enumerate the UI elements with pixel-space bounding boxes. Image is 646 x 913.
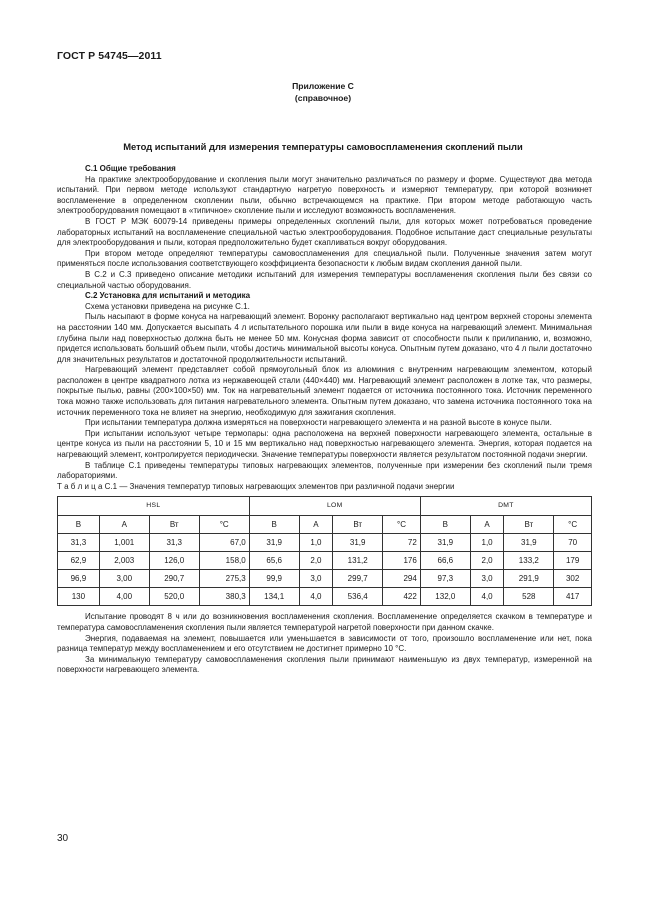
table-cell: 536,4	[333, 588, 383, 606]
table-cell: 66,6	[420, 552, 470, 570]
table-cell: 422	[383, 588, 421, 606]
column-header: А	[99, 516, 149, 534]
table-cell: 130	[58, 588, 100, 606]
table-cell: 126,0	[149, 552, 199, 570]
table-cell: 3,0	[299, 570, 333, 588]
column-header: В	[58, 516, 100, 534]
column-header: Вт	[149, 516, 199, 534]
section-heading: С.2 Установка для испытаний и методика	[85, 291, 251, 301]
paragraph: При испытании используют четыре термопары: одна расположена на верхней поверхности нагревающего элемента, остальные в центре конуса из пыли на расстоянии 5, 10 и 15 мм вертикально над поверхностью нагревающего элемента. Энергия, которая подается на нагревающий элемент, контролируется периодически. Значение температуры поверхности является результатом постоянной подачи энергии.	[57, 428, 592, 460]
table-cell: 96,9	[58, 570, 100, 588]
paragraph: Испытание проводят 8 ч или до возникновения воспламенения скопления. Воспламенение определяется скачком в температуре и температура самовоспламенения скопления пыли является температурой нагретой поверхности при данном скачке.	[57, 612, 592, 632]
table-cell: 1,0	[299, 534, 333, 552]
paragraph: Схема установки приведена на рисунке С.1.	[85, 301, 250, 311]
table-cell: 31,9	[249, 534, 299, 552]
group-header: HSL	[58, 497, 250, 516]
column-header: В	[420, 516, 470, 534]
table-cell: 31,9	[504, 534, 554, 552]
paragraph: В С.2 и С.3 приведено описание методики испытаний для измерения температуры воспламенения скопления пыли без связи со специальной частью оборудования.	[57, 269, 592, 290]
table-row	[58, 570, 592, 588]
table-cell: 65,6	[249, 552, 299, 570]
table-header-row	[58, 516, 592, 534]
annex-heading	[0, 80, 646, 104]
table-cell: 4,0	[470, 588, 504, 606]
table-cell: 290,7	[149, 570, 199, 588]
table-cell: 520,0	[149, 588, 199, 606]
paragraph: Пыль насыпают в форме конуса на нагревающий элемент. Воронку располагают вертикально над центром верхней стороны элемента на расстоянии 140 мм. Допускается высыпать 4 л испытательного порошка или пыли в виде конуса на нагревающий элемент. Минимальная глубина пыли над поверхностью должна быть не менее 50 мм. Конусная форма зависит от способности пыли к прилипанию, и, возможно, придется использовать больший объем пыли, чтобы достичь минимальной высоты конуса. Опытным путем доказано, что 4 л пыли достаточно для значительных результатов и достаточной продолжительности испытаний.	[57, 312, 592, 364]
paragraph: За минимальную температуру самовоспламенения скопления пыли принимают наименьшую из двух температур, измеренной на поверхности нагревающего элемента.	[57, 654, 592, 675]
paragraph: При втором методе определяют температуры самовоспламенения для специальной пыли. Полученные значения затем могут применяться после использования соответствующего коэффициента безопасности к любым видам скопления данной пыли.	[57, 248, 592, 269]
table-cell: 62,9	[58, 552, 100, 570]
paragraph: В таблице С.1 приведены температуры типовых нагревающих элементов, полученные при измерении без скоплений пыли тремя лабораториями.	[57, 460, 592, 481]
table-row	[58, 588, 592, 606]
group-header: DMT	[420, 497, 591, 516]
column-header: °С	[199, 516, 249, 534]
annex-title: Приложение С	[292, 81, 354, 91]
table-cell: 3,00	[99, 570, 149, 588]
paragraph: В ГОСТ Р МЭК 60079-14 приведены примеры определенных скоплений пыли, для которых может потребоваться проведение лабораторных испытаний на воспламенение специальной частью электрооборудования. Подобное испытание даст специальные результаты для электрооборудования и пыли, которая предположительно будет скапливаться вокруг оборудования.	[57, 216, 592, 248]
document-header: ГОСТ Р 54745—2011	[57, 50, 162, 62]
table-cell: 4,0	[299, 588, 333, 606]
table-cell: 67,0	[199, 534, 249, 552]
table-cell: 31,9	[420, 534, 470, 552]
column-header: °С	[554, 516, 592, 534]
table-cell: 275,3	[199, 570, 249, 588]
table-cell: 294	[383, 570, 421, 588]
table-cell: 99,9	[249, 570, 299, 588]
table-cell: 2,003	[99, 552, 149, 570]
table-cell: 3,0	[470, 570, 504, 588]
table-cell: 31,3	[149, 534, 199, 552]
page-number: 30	[57, 833, 69, 844]
table-cell: 2,0	[299, 552, 333, 570]
group-header: LOM	[249, 497, 420, 516]
column-header: А	[299, 516, 333, 534]
table-cell: 132,0	[420, 588, 470, 606]
table-cell: 380,3	[199, 588, 249, 606]
column-header: А	[470, 516, 504, 534]
table-cell: 131,2	[333, 552, 383, 570]
column-header: Вт	[504, 516, 554, 534]
table-cell: 31,9	[333, 534, 383, 552]
table-cell: 31,3	[58, 534, 100, 552]
paragraph: На практике электрооборудование и скопления пыли могут значительно различаться по размеру и форме. Существуют два метода испытаний. При первом методе используют стандартную нагретую поверхность и измеряют температуру, при которой возникнет воспламенение в определенном скоплении пыли, обычно встречающемся на практике. При втором методе работающую часть электрооборудования помещают в «типичное» скопление пыли и исследуют возможность воспламенения.	[57, 174, 592, 216]
table-cell: 4,00	[99, 588, 149, 606]
paragraph: Энергия, подаваемая на элемент, повышается или уменьшается в зависимости от того, произошло воспламенение или нет, пока разница температур между воспламенением и его отсутствием не достигнет примерно 10 °C.	[57, 633, 592, 654]
table-caption: Т а б л и ц а С.1 — Значения температур типовых нагревающих элементов при различной подачи энергии	[57, 481, 455, 491]
table-cell: 1,001	[99, 534, 149, 552]
paragraph: Нагревающий элемент представляет собой прямоугольный блок из алюминия с внутренним нагревающим элементом, который расположен в центре квадратного лотка из нержавеющей стали (440×440) мм. Нагревающий элемент расположен в лотке так, что размеры, покрытые пылью, равны (200×100×50) мм. Ток на нагревательный элемент подается от источника постоянного тока. Источник переменного тока можно также использовать для питания нагревательного элемента. Опытным путем доказано, что замена источника постоянного тока на источник переменного тока не влияет на энергию, необходимую для зажигания скопления.	[57, 365, 592, 417]
table-cell: 179	[554, 552, 592, 570]
table-cell: 291,9	[504, 570, 554, 588]
table-row	[58, 534, 592, 552]
table-cell: 134,1	[249, 588, 299, 606]
paragraph: При испытании температура должна измеряться на поверхности нагревающего элемента и на разной высоте в конусе пыли.	[85, 418, 552, 428]
table-cell: 158,0	[199, 552, 249, 570]
table-group-row	[58, 497, 592, 516]
table-row	[58, 552, 592, 570]
table-cell: 176	[383, 552, 421, 570]
data-table	[57, 496, 592, 606]
column-header: Вт	[333, 516, 383, 534]
column-header: В	[249, 516, 299, 534]
column-header: °С	[383, 516, 421, 534]
table-cell: 1,0	[470, 534, 504, 552]
document-body	[57, 164, 592, 676]
table-cell: 302	[554, 570, 592, 588]
table-cell: 72	[383, 534, 421, 552]
table-cell: 528	[504, 588, 554, 606]
table-cell: 70	[554, 534, 592, 552]
table-cell: 299,7	[333, 570, 383, 588]
table-cell: 417	[554, 588, 592, 606]
table-cell: 2,0	[470, 552, 504, 570]
annex-subtitle: (справочное)	[294, 93, 352, 103]
table-cell: 133,2	[504, 552, 554, 570]
method-title: Метод испытаний для измерения температуры самовоспламенения скоплений пыли	[123, 141, 523, 152]
section-heading: С.1 Общие требования	[85, 164, 176, 173]
table-cell: 97,3	[420, 570, 470, 588]
